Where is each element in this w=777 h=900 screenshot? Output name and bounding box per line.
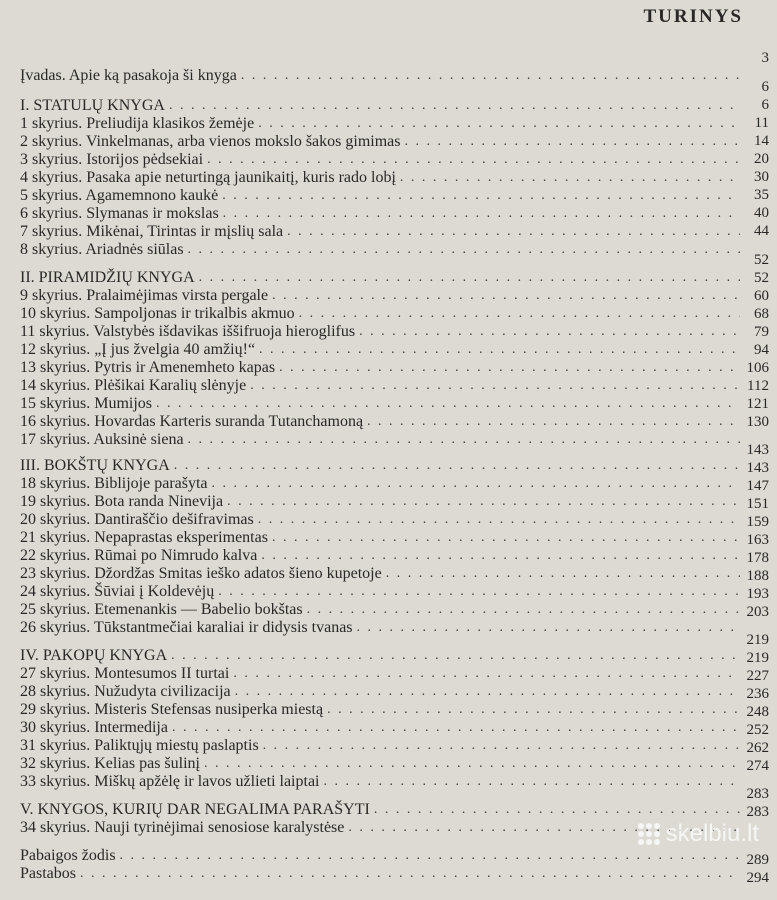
- section-label: IV. PAKOPŲ KNYGA: [20, 647, 168, 664]
- page-number: 289: [746, 852, 769, 868]
- page-number: 274: [746, 758, 769, 774]
- toc-entry: [20, 582, 740, 600]
- page-number: 294: [746, 870, 769, 886]
- toc-entry: [20, 546, 740, 564]
- entry-label: 20 skyrius. Dantiraščio dešifravimas: [20, 511, 254, 528]
- entry-label: 29 skyrius. Misteris Stefensas nusiperka miestą: [20, 701, 324, 718]
- dot-leader: [218, 584, 740, 600]
- toc-entry: [20, 358, 740, 376]
- toc-entry: [20, 286, 740, 304]
- entry-label: 26 skyrius. Tūkstantmečiai karaliai ir didysis tvanas: [20, 619, 353, 636]
- page-number: 188: [746, 568, 769, 584]
- section-label: V. KNYGOS, KURIŲ DAR NEGALIMA PARAŠYTI: [20, 801, 370, 818]
- dot-leader: [258, 116, 740, 132]
- entry-label: 34 skyrius. Nauji tyrinėjimai senosiose karalystėse: [20, 819, 345, 836]
- dot-leader: [223, 206, 740, 222]
- page-number: 52: [754, 270, 769, 286]
- dot-leader: [222, 188, 740, 204]
- dot-leader: [279, 360, 740, 376]
- entry-label: Įvadas. Apie ką pasakoja ši knyga: [20, 67, 237, 84]
- entry-label: 4 skyrius. Pasaka apie neturtingą jaunikaitį, kuris rado lobį: [20, 169, 396, 186]
- toc-entry: [20, 846, 740, 864]
- toc-entry: [20, 818, 740, 836]
- dot-leader: [400, 170, 740, 186]
- watermark-text: skelbiu.lt: [665, 820, 759, 847]
- dot-leader: [259, 342, 740, 358]
- dot-leader: [386, 566, 740, 582]
- page-number: 112: [747, 378, 769, 394]
- page-number: 147: [746, 478, 769, 494]
- page-number: 44: [754, 223, 769, 239]
- toc-section: [20, 646, 740, 664]
- entry-label: 9 skyrius. Pralaimėjimas virsta pergale: [20, 287, 269, 304]
- toc-entry: [20, 492, 740, 510]
- toc-entry: [20, 412, 740, 430]
- toc-entry: [20, 682, 740, 700]
- page-number: 60: [754, 288, 769, 304]
- page-title: TURINYS: [643, 6, 743, 27]
- page-number: 143: [746, 460, 769, 476]
- toc-section: [20, 456, 740, 474]
- page-number: 178: [746, 550, 769, 566]
- page-number: 227: [746, 668, 769, 684]
- entry-label: 2 skyrius. Vinkelmanas, arba vienos mokslo šakos gimimas: [20, 133, 401, 150]
- dot-leader: [171, 648, 740, 664]
- entry-label: 14 skyrius. Plėšikai Karalių slėnyje: [20, 377, 247, 394]
- toc-entry: [20, 132, 740, 150]
- page-number: 121: [746, 396, 769, 412]
- dot-leader: [327, 702, 740, 718]
- toc-entry: [20, 222, 740, 240]
- dot-leader: [212, 476, 740, 492]
- dot-leader: [324, 774, 741, 790]
- toc-entry: [20, 340, 740, 358]
- entry-label: 5 skyrius. Agamemnono kaukė: [20, 187, 219, 204]
- entry-label: 1 skyrius. Preliudija klasikos žemėje: [20, 115, 255, 132]
- section-label: III. BOKŠTŲ KNYGA: [20, 457, 170, 474]
- entry-label: 17 skyrius. Auksinė siena: [20, 431, 184, 448]
- entry-label: Pastabos: [20, 865, 76, 882]
- entry-label: 28 skyrius. Nužudyta civilizacija: [20, 683, 231, 700]
- entry-label: 15 skyrius. Mumijos: [20, 395, 153, 412]
- page-number: 262: [746, 740, 769, 756]
- toc-entry: [20, 204, 740, 222]
- dot-leader: [227, 494, 740, 510]
- entry-label: 22 skyrius. Rūmai po Nimrudo kalva: [20, 547, 258, 564]
- page-number: 252: [746, 722, 769, 738]
- entry-label: 8 skyrius. Ariadnės siūlas: [20, 241, 184, 258]
- entry-label: 16 skyrius. Hovardas Karteris suranda Tutanchamoną: [20, 413, 364, 430]
- entry-label: 3 skyrius. Istorijos pėdsekiai: [20, 151, 204, 168]
- dot-leader: [261, 548, 740, 564]
- page-number: 283: [746, 786, 769, 802]
- toc-entry: [20, 186, 740, 204]
- dot-leader: [172, 720, 740, 736]
- section-label: I. STATULŲ KNYGA: [20, 97, 165, 114]
- dot-leader: [404, 134, 740, 150]
- toc-entry: [20, 664, 740, 682]
- dot-leader: [357, 620, 740, 636]
- entry-label: 6 skyrius. Slymanas ir mokslas: [20, 205, 219, 222]
- page-number: 248: [746, 704, 769, 720]
- page-number: 219: [746, 632, 769, 648]
- toc-entry: [20, 150, 740, 168]
- page-number: 151: [746, 496, 769, 512]
- dot-leader: [207, 152, 740, 168]
- dot-leader: [299, 306, 740, 322]
- dot-leader: [359, 324, 740, 340]
- toc-entry: [20, 114, 740, 132]
- toc-entry: [20, 376, 740, 394]
- entry-label: 27 skyrius. Montesumos II turtai: [20, 665, 230, 682]
- toc-entry: [20, 510, 740, 528]
- entry-label: 18 skyrius. Biblijoje parašyta: [20, 475, 208, 492]
- dot-leader: [156, 396, 740, 412]
- page-number: 159: [746, 514, 769, 530]
- page-number: 11: [754, 115, 769, 131]
- dot-leader: [374, 802, 740, 818]
- dot-leader: [307, 602, 740, 618]
- dot-leader: [287, 224, 740, 240]
- page-number: 203: [746, 604, 769, 620]
- page-number: 52: [754, 252, 769, 268]
- entry-label: 21 skyrius. Nepaprastas eksperimentas: [20, 529, 268, 546]
- page-number: 94: [754, 342, 769, 358]
- page-number: 20: [754, 151, 769, 167]
- dot-leader: [272, 288, 740, 304]
- dot-leader: [199, 270, 740, 286]
- entry-label: 11 skyrius. Valstybės išdavikas iššifruoja hieroglifus: [20, 323, 356, 340]
- dot-leader: [80, 866, 740, 882]
- toc-entry: [20, 718, 740, 736]
- toc-section: [20, 96, 740, 114]
- section-label: II. PIRAMIDŽIŲ KNYGA: [20, 269, 195, 286]
- page-number: 79: [754, 324, 769, 340]
- dot-leader: [188, 242, 740, 258]
- toc-entry: [20, 394, 740, 412]
- page-number: 3: [761, 50, 769, 66]
- entry-label: Pabaigos žodis: [20, 847, 116, 864]
- toc-entry: [20, 618, 740, 636]
- entry-label: 10 skyrius. Sampoljonas ir trikalbis akmuo: [20, 305, 295, 322]
- dot-leader: [204, 756, 740, 772]
- toc-entry: [20, 66, 740, 84]
- toc-entry: [20, 430, 740, 448]
- dot-leader: [188, 432, 740, 448]
- entry-label: 7 skyrius. Mikėnai, Tirintas ir mįslių sala: [20, 223, 284, 240]
- page-number: 68: [754, 306, 769, 322]
- entry-label: 24 skyrius. Šūviai į Koldevėjų: [20, 583, 215, 600]
- dot-leader: [258, 512, 740, 528]
- toc-entry: [20, 600, 740, 618]
- page-number: 283: [746, 804, 769, 820]
- page-number: 14: [754, 133, 769, 149]
- toc-section: [20, 268, 740, 286]
- dot-leader: [241, 68, 740, 84]
- page-number: 219: [746, 650, 769, 666]
- entry-label: 30 skyrius. Intermedija: [20, 719, 168, 736]
- toc-entry: [20, 736, 740, 754]
- page-number: 30: [754, 169, 769, 185]
- toc-section: [20, 800, 740, 818]
- dot-leader: [169, 98, 740, 114]
- toc-entry: [20, 168, 740, 186]
- dot-leader: [174, 458, 740, 474]
- entry-label: 23 skyrius. Džordžas Smitas ieško adatos šieno kupetoje: [20, 565, 382, 582]
- dot-leader: [263, 738, 740, 754]
- entry-label: 32 skyrius. Kelias pas šulinį: [20, 755, 200, 772]
- toc-entry: [20, 754, 740, 772]
- toc-entry: [20, 304, 740, 322]
- toc-entry: [20, 564, 740, 582]
- toc-entry: [20, 240, 740, 258]
- toc-entry: [20, 772, 740, 790]
- entry-label: 19 skyrius. Bota randa Ninevija: [20, 493, 224, 510]
- page-number: 6: [761, 79, 769, 95]
- dot-leader: [272, 530, 740, 546]
- entry-label: 33 skyrius. Miškų apžėlę ir lavos užlieti laiptai: [20, 773, 320, 790]
- watermark: [638, 820, 759, 848]
- page-number: 143: [746, 442, 769, 458]
- page-number: 40: [754, 205, 769, 221]
- page-number: 6: [761, 97, 769, 113]
- toc-entry: [20, 700, 740, 718]
- page-number: 130: [746, 414, 769, 430]
- page-number: 106: [746, 360, 769, 376]
- dot-leader: [233, 666, 740, 682]
- entry-label: 12 skyrius. „Į jus žvelgia 40 amžių!“: [20, 341, 256, 358]
- dot-leader: [367, 414, 740, 430]
- page-number: 35: [754, 187, 769, 203]
- dot-leader: [250, 378, 740, 394]
- entry-label: 13 skyrius. Pytris ir Amenemheto kapas: [20, 359, 276, 376]
- dot-leader: [120, 848, 740, 864]
- toc-entry: [20, 528, 740, 546]
- watermark-logo-icon: [638, 823, 660, 845]
- dot-leader: [235, 684, 740, 700]
- toc-entry: [20, 864, 740, 882]
- entry-label: 25 skyrius. Etemenankis — Babelio bokštas: [20, 601, 303, 618]
- page-number: 193: [746, 586, 769, 602]
- page-number: 236: [746, 686, 769, 702]
- page-number: 163: [746, 532, 769, 548]
- toc-entry: [20, 474, 740, 492]
- toc-entry: [20, 322, 740, 340]
- entry-label: 31 skyrius. Paliktųjų miestų paslaptis: [20, 737, 259, 754]
